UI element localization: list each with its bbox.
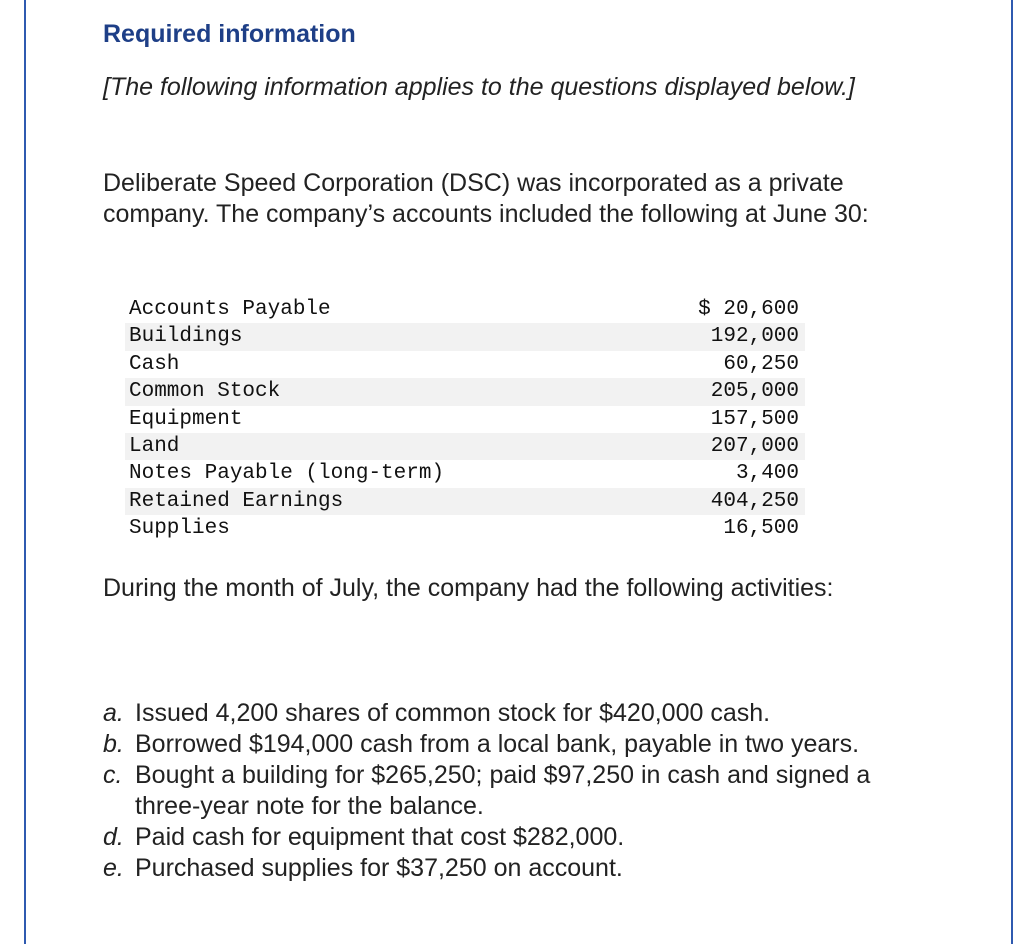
account-row: [125, 323, 805, 350]
left-border-line: [24, 0, 26, 944]
intro-note: [The following information applies to the questions displayed below.]: [103, 73, 855, 101]
account-amount: $ 20,600: [698, 298, 799, 321]
account-name: Notes Payable (long-term): [129, 462, 445, 486]
account-name: Retained Earnings: [129, 489, 344, 513]
account-amount: 404,250: [710, 489, 799, 513]
account-name: Common Stock: [129, 380, 281, 404]
account-row: [125, 351, 805, 378]
activity-text: Issued 4,200 shares of common stock for $420,000 cash.: [135, 699, 771, 727]
account-amount: 16,500: [723, 517, 799, 541]
activity-letter: d.: [103, 823, 124, 851]
account-name: Equipment: [129, 407, 243, 431]
account-row: [125, 460, 805, 487]
activity-text: Purchased supplies for $37,250 on account.: [135, 854, 623, 882]
activity-item: [103, 822, 923, 853]
activities-intro: During the month of July, the company had the following activities:: [103, 574, 834, 602]
activity-text: Bought a building for $265,250; paid $97,250 in cash and signed a three-year note for the balance.: [135, 761, 871, 820]
section-heading: Required information: [103, 20, 356, 48]
account-row: [125, 433, 805, 460]
activity-text: Paid cash for equipment that cost $282,000.: [135, 823, 625, 851]
account-row: [125, 296, 805, 323]
account-name: Buildings: [129, 325, 243, 349]
activity-item: [103, 853, 923, 884]
activity-item: [103, 760, 923, 822]
account-amount: 3,400: [735, 462, 799, 486]
activity-letter: b.: [103, 730, 124, 758]
account-name: Accounts Payable: [129, 298, 331, 321]
activity-text: Borrowed $194,000 cash from a local bank, payable in two years.: [135, 730, 860, 758]
account-name: Cash: [129, 352, 180, 376]
activities-list: [103, 698, 923, 884]
activity-letter: c.: [103, 761, 123, 789]
company-description: Deliberate Speed Corporation (DSC) was incorporated as a private company. The company’s accounts included the following at June 30:: [103, 169, 869, 228]
account-amount: 205,000: [710, 380, 799, 404]
account-amount: 192,000: [710, 325, 799, 349]
accounts-table: [125, 296, 805, 543]
activity-item: [103, 729, 923, 760]
account-row: [125, 515, 805, 542]
account-name: Supplies: [129, 517, 230, 541]
account-row: [125, 378, 805, 405]
activity-letter: e.: [103, 854, 124, 882]
account-name: Land: [129, 434, 180, 458]
activity-letter: a.: [103, 699, 124, 727]
account-amount: 207,000: [710, 434, 799, 458]
right-border-line: [1011, 0, 1013, 944]
account-amount: 60,250: [723, 352, 799, 376]
account-row: [125, 406, 805, 433]
account-row: [125, 488, 805, 515]
activity-item: [103, 698, 923, 729]
account-amount: 157,500: [710, 407, 799, 431]
